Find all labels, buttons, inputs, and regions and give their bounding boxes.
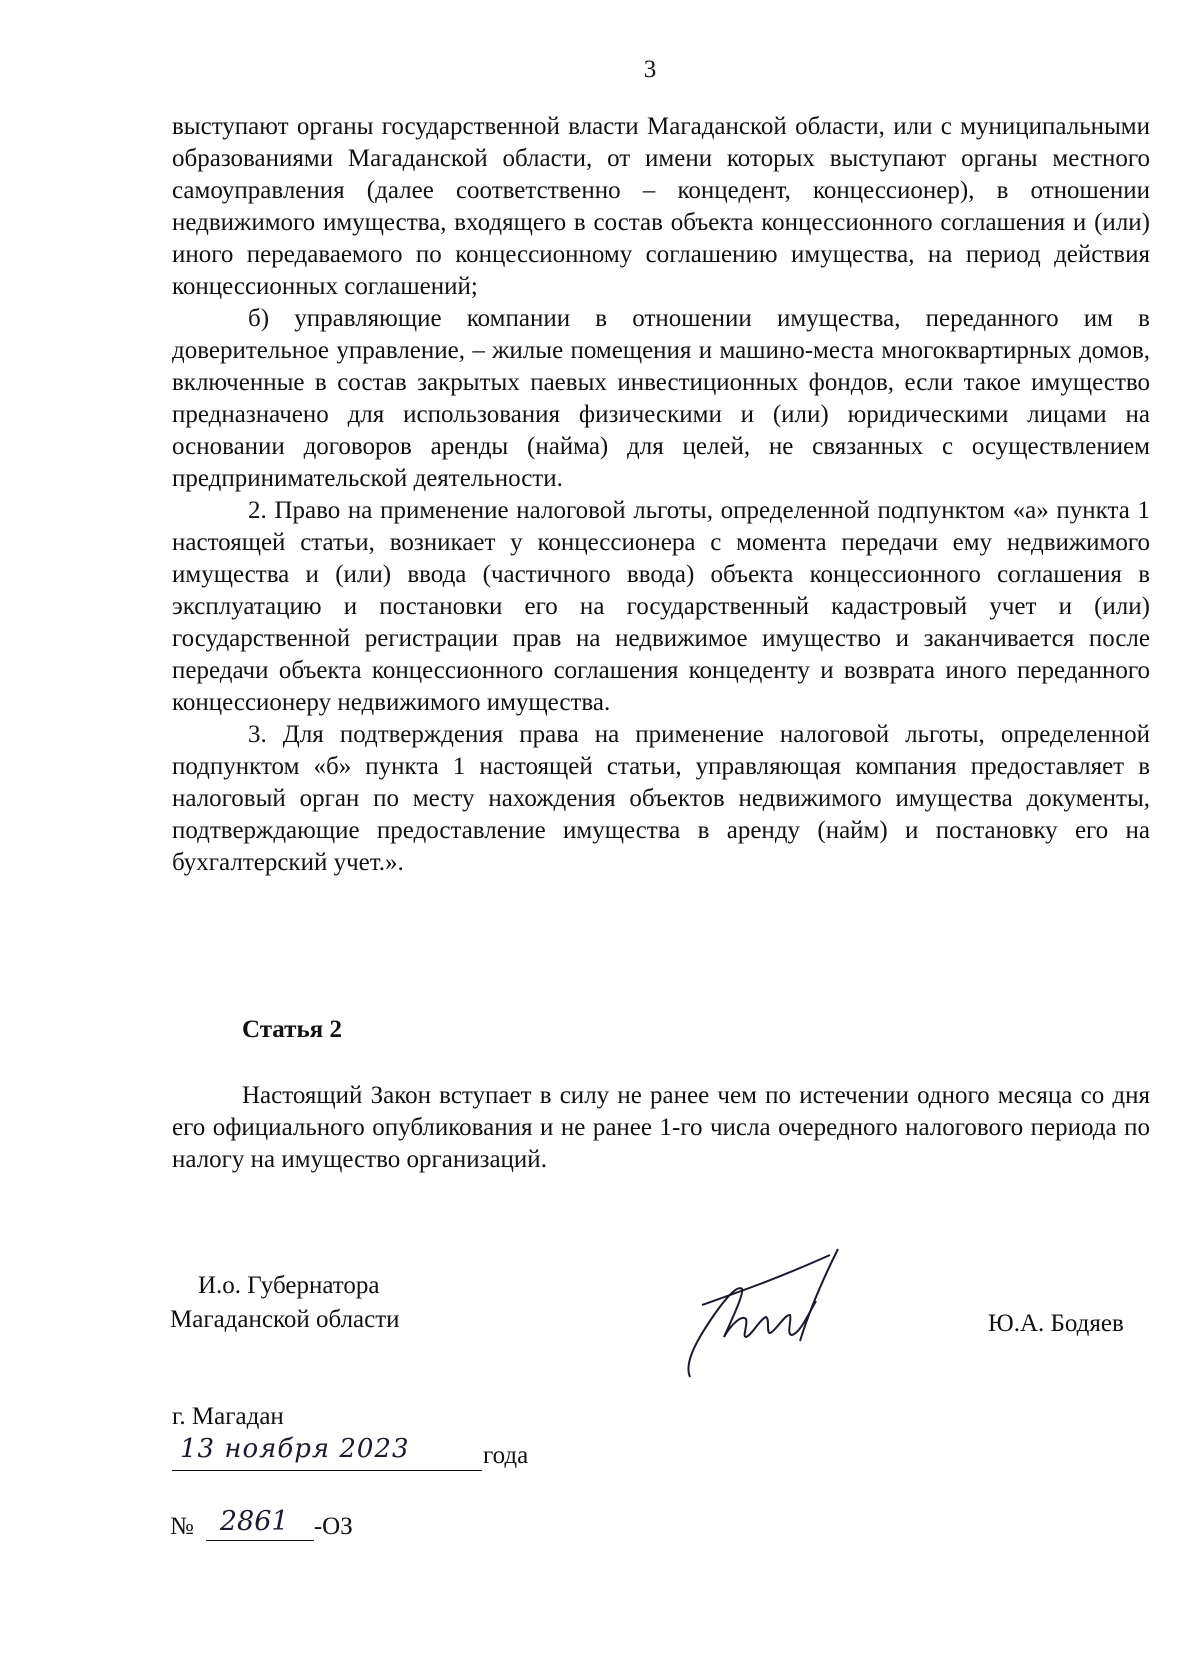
paragraph-item-3: 3. Для подтверждения права на применение налоговой льготы, определенной подпунктом «б» пункта 1 настоящей статьи, управляющая компания предоставляет в налоговый орган по месту нахождения объектов недвижимого имущества документы, подтверждающие предоставление имущества в аренду (найм) и постановку его на бухгалтерский учет.». — [172, 721, 1150, 876]
number-suffix: -ОЗ — [313, 1513, 353, 1540]
paragraph-subitem-b: б) управляющие компании в отношении имущества, переданного им в доверительное управление, – жилые помещения и машино-места многоквартирных домов, включенные в состав закрытых паевых инвестиционных фондов, если такое имущество предназначено для использования физическими и (или) юридическими лицами на основании договоров аренды (найма) для целей, не связанных с осуществлением предпринимательской деятельности. — [172, 305, 1150, 492]
signatory-title: И.о. Губернатора — [198, 1272, 380, 1299]
date-field — [172, 1434, 482, 1471]
article-heading: Статья 2 — [242, 1016, 342, 1043]
place-of-signing: г. Магадан — [172, 1403, 284, 1430]
paragraph-continuation: выступают органы государственной власти Магаданской области, или с муниципальными образованиями Магаданской области, от имени которых выступают органы местного самоуправления (далее соответственно – концедент, концессионер), в отношении недвижимого имущества, входящего в состав объекта концессионного соглашения и (или) иного передаваемого по концессионному соглашению имущества, на период действия концессионных соглашений; — [172, 113, 1150, 300]
date-suffix: года — [483, 1442, 529, 1469]
handwritten-date: 13 ноября 2023 — [180, 1434, 410, 1464]
law-body-text — [172, 111, 1150, 879]
paragraph-item-2: 2. Право на применение налоговой льготы, определенной подпунктом «а» пункта 1 настоящей статьи, возникает у концессионера с момента передачи ему недвижимого имущества и (или) ввода (частичного ввода) объекта концессионного соглашения в эксплуатацию и постановки его на государственный кадастровый учет и (или) государственной регистрации прав на недвижимое имущество и заканчивается после передачи объекта концессионного соглашения концеденту и возврата иного переданного концессионеру недвижимого имущества. — [172, 497, 1150, 716]
law-number — [170, 1506, 353, 1541]
number-prefix: № — [170, 1513, 194, 1540]
signatory-region: Магаданской области — [170, 1306, 400, 1333]
number-field — [206, 1506, 314, 1541]
handwritten-number: 2861 — [219, 1506, 289, 1537]
signatory-name: Ю.А. Бодяев — [988, 1310, 1124, 1337]
handwritten-signature — [680, 1245, 860, 1385]
article-text: Настоящий Закон вступает в силу не ранее чем по истечении одного месяца со дня его официального опубликования и не ранее 1-го числа очередного налогового периода по налогу на имущество организаций. — [172, 1082, 1150, 1173]
page-number: 3 — [643, 56, 657, 83]
